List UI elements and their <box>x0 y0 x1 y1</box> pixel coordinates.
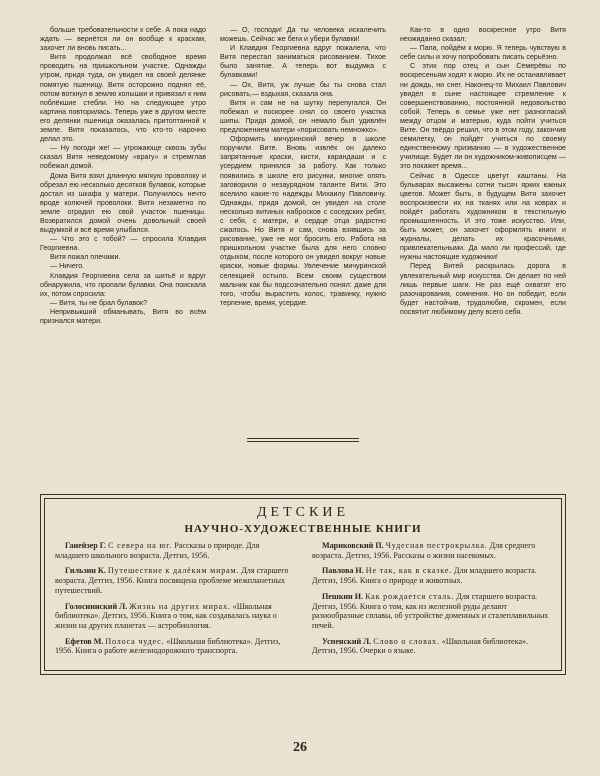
article-column-3 <box>400 26 566 398</box>
book-title: Слово о словах. <box>373 636 440 646</box>
book-title: Не так, как в сказке. <box>365 566 453 576</box>
book-entry <box>55 541 294 560</box>
book-author: Пешкин И. <box>322 591 364 601</box>
article-paragraph: больше требовательности к себе. А пока надо ждать — вернётся ли он вообще к краскам, захочет ли вновь писать... <box>40 26 206 53</box>
article-paragraph: — Что это с тобой? — спросила Клавдия Георгиевна. <box>40 235 206 253</box>
book-author: Ефетов М. <box>65 636 104 646</box>
book-title: Путешествие к далёким мирам. <box>107 566 240 576</box>
book-list-box <box>40 494 566 675</box>
article-paragraph: — Ничего. <box>50 262 85 271</box>
book-description: Для старшего возраста. Детгиз, 1956. Книга о том, как из железной руды делают разнообразные сплавы, об устройстве доменных и сталеплавильных печей. <box>312 591 549 630</box>
book-title: Чудесная пестрокрылка. <box>385 541 488 550</box>
article-paragraph: Сейчас в Одессе цветут каштаны. На бульварах высажены сотни тысяч ярких южных цветов. Может быть, в будущем Витя захочет воспроизвести их на тканях или на коврах и пойдёт работать художником в текстильную промышленность. И это тоже искусство. Или, быть может, он захочет оформлять книги и журналы, делать их красочными, привлекательными. Да мало ли профессий, где нужны настоящие художники! <box>400 171 566 262</box>
article-paragraph: — Витя, ты не брал булавок? <box>50 298 148 307</box>
section-divider <box>40 438 566 442</box>
article-paragraph: И Клавдия Георгиевна вдруг пожалела, что Витя перестал заниматься рисованием. Тихое было занятие. А теперь вот выдумка с булавками! <box>220 44 386 80</box>
book-author: Ганейзер Г. <box>65 541 107 550</box>
book-description: «Школьная библиотека». Детгиз, 1956. Книга о работе железнодорожного транспорта. <box>55 636 281 656</box>
article-paragraph: Витя и сам не на шутку перепугался. Он побежал и поскорее снял со своего участка шипы. Придя домой, он немало был удивлён предложением матери «порисовать немножко». <box>220 98 386 135</box>
book-entry <box>312 566 551 585</box>
book-description: Для среднего возраста. Детгиз, 1956. Рассказы о жизни насекомых. <box>312 541 536 560</box>
article-paragraph: — Ну погоди же! — угрожающе сквозь зубы сказал Витя неведомому «врагу» и стремглав побежал домой. <box>40 144 206 171</box>
book-entry <box>312 541 551 560</box>
article-column-2 <box>220 26 386 398</box>
heading-line-1: ДЕТСКИЕ <box>257 505 349 520</box>
article-paragraph: Витя продолжал всё свободное время проводить на пришкольном участке. Однажды утром, придя туда, он увидел на своей делянке помятую пшеницу. Витя осторожно поднял её, потом воткнул в землю колышки и привязал к ним поблёкшие стебли. Но на следующее утро картина повторилась. Теперь уже в другом месте его делянки пшеница оказалась притоптанной к земле. Витя показалось, что кто-то нарочно делал это. <box>40 53 206 144</box>
book-description: Для старшего возраста. Детгиз, 1956. Книга посвящена проблеме межпланетных путешествий. <box>55 566 289 595</box>
book-description: Для младшего возраста. Детгиз, 1956. Книга о природе и животных. <box>312 566 537 586</box>
book-author: Гильзин К. <box>65 566 106 576</box>
article-paragraph: Перед Витей раскрылась дорога в увлекательный мир искусства. Он делает по ней лишь первые шаги. Не раз ещё охватят его разочарования, сомнения. Но он победит, если будет настойчив, трудолюбив, скромен, если посвятит любимому делу всего себя. <box>400 262 566 316</box>
article-paragraph: Клавдия Георгиевна села за шитьё и вдруг обнаружила, что пропали булавки. Она поискала их, потом спросила: <box>40 271 206 298</box>
book-entry <box>55 602 294 631</box>
book-entry <box>55 637 294 656</box>
book-author: Успенский Л. <box>322 636 372 646</box>
article-paragraph: Дома Витя взял длинную мягкую проволоку и обрезал ею несколько десятков булавок, которые достал из шкафа у матери. Получилось нечто вроде колючей проволоки. Витя незаметно по земле оградил ею свой участок пшеницы. Возвратился домой очень довольный своей выдумкой и всё время улыбался. <box>40 171 206 235</box>
book-author: Голоснинский Л. <box>65 601 128 611</box>
book-list-heading <box>55 505 551 535</box>
article-paragraph: — Ох, Витя, уж лучше бы ты снова стал рисовать,— вздыхая, сказала она. <box>220 80 386 98</box>
book-entry <box>312 592 551 631</box>
article-paragraph: Как-то в одно воскресное утро Витя неожиданно сказал: <box>400 26 566 44</box>
book-title: Жизнь на других мирах. <box>129 601 231 611</box>
book-title: Как рождается сталь. <box>365 591 455 601</box>
book-list-left <box>55 541 294 662</box>
book-entry <box>55 566 294 595</box>
book-description: «Школьная библиотека». Детгиз, 1956. Очерки о языке. <box>312 636 529 656</box>
article-paragraph: — Папа, пойдём к морю. Я теперь чувствую в себе силы и хочу попробовать писать серьёзно. <box>400 44 566 62</box>
book-author: Мариковский П. <box>322 541 384 550</box>
book-list-right <box>312 541 551 662</box>
book-title: Полоса чудес. <box>105 636 165 646</box>
article-paragraph: Непривыкший обманывать, Витя во всём признался матери. <box>40 307 206 325</box>
book-entry <box>312 637 551 656</box>
book-title: С севера на юг. <box>108 541 173 550</box>
article-column-1 <box>40 26 206 398</box>
article-paragraph: С этих пор отец и сын Семерёвы по воскресеньям ходят к морю. Их не останавливает ни дождь, ни снег. Наконец-то Михаил Павлович увидел в сыне настоящее стремление к совершенствованию, постоянной недовольство собой. Теперь в семье уже нет разногласий между отцом и матерью, куда пойти учиться Вите. Он твёрдо решил, что в этом году, закончив семилетку, он пойдёт учиться по своему единственному призванию — в художественное училище. Будет ли он художником-живописцем — это покажет время... <box>400 62 566 171</box>
book-author: Павлова Н. <box>322 566 364 576</box>
heading-line-2: НАУЧНО-ХУДОЖЕСТВЕННЫЕ КНИГИ <box>184 523 422 535</box>
article-paragraph: Оформить мичуринский вечер в школе поручили Вите. Вновь извлёк он далеко запрятанные краски, кисти, карандаши и с усердием принялся за работу. Как только появились в школе его рисунки, многие опять заговорили о незаурядном таланте Вити. Это вселило какие-то надежды Михаилу Павловичу. Однажды, придя домой, он увидел на столе несколько витиных набросков с соседских ребят, с себя, с матери, и сердце отца радостно сжалось. Но Витя и сам, снова взявшись за рисование, уже не мог бросить его. Работа на пришкольном участке была для него словно отдыхом, после которого он увидел вокруг новые краски, новые формы. Увлечение мичуринской селекцией остыло. Всем своим существом мальчик как бы подсознательно понял: даже для того, чтобы вырастить колос, травинку, нужно терпение, время, усердие. <box>220 135 386 307</box>
book-description: Рассказы о природе. Для младшего школьного возраста. Детгиз, 1956. <box>55 541 260 560</box>
article-columns <box>40 26 566 398</box>
page-number: 26 <box>293 740 307 755</box>
article-paragraph: Витя пожал плечами. <box>50 253 121 262</box>
book-description: «Школьная библиотека». Детгиз, 1956. Книга о том, как создавалась наука о жизни на других планетах — астробиология. <box>55 601 277 630</box>
article-paragraph: — О, господи! Да ты человека искалечить можешь. Сейчас же беги и убери булавки! <box>220 26 386 44</box>
